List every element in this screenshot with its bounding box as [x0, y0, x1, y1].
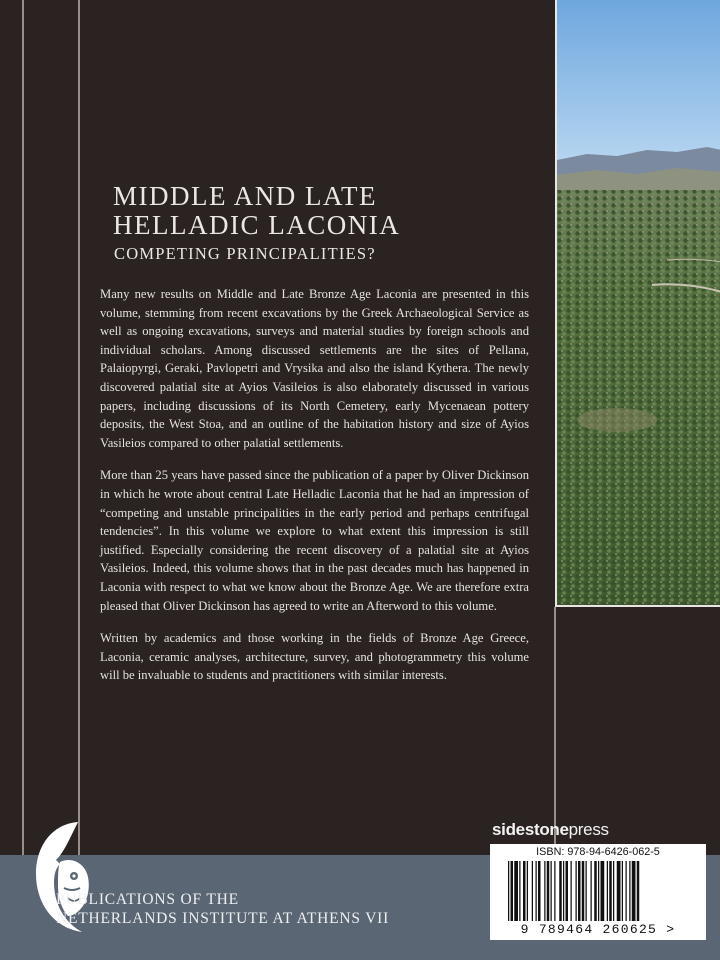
book-title-line1: MIDDLE AND LATE [113, 181, 377, 211]
book-title [113, 182, 543, 240]
series-title-line1: PUBLICATIONS OF THE [56, 891, 239, 908]
series-title [56, 890, 389, 928]
publisher-logo [492, 820, 609, 840]
series-title-line2: NETHERLANDS INSTITUTE AT ATHENS VII [56, 910, 390, 927]
isbn-barcode [490, 844, 706, 940]
isbn-label: ISBN: 978-94-6426-062-5 [536, 846, 660, 858]
landscape-photo [555, 0, 720, 607]
barcode-digits: 9 789464 260625 > [520, 922, 676, 937]
publisher-regular: press [568, 820, 609, 839]
blurb-paragraph: Many new results on Middle and Late Bronze Age Laconia are presented in this volume, stemming from recent excavations by the Greek Archaeological Service as well as ongoing excavations, surveys and material studies by foreign schools and individual scholars. Among discussed settlements are the sites of Pellana, Palaiopyrgi, Geraki, Pavlopetri and Vrysika and also the island Kythera. The newly discovered palatial site at Ayios Vasileios is also elaborately discussed in various papers, including discussions of its North Cemetery, early Mycenaean pottery deposits, the West Stoa, and an outline of the habitation history and size of Ayios Vasileios compared to other palatial settlements. [100, 287, 529, 450]
blurb-paragraph: More than 25 years have passed since the publication of a paper by Oliver Dickinson in which he wrote about central Late Helladic Laconia that he had an impression of “competing and unstable principalities in the early period and perhaps centrifugal tendencies”. In this volume we explore to what extent this impression is still justified. Especially considering the recent discovery of a palatial site at Ayios Vasileios. Indeed, this volume shows that in the past decades much has happened in Laconia with respect to what we know about the Bronze Age. We are therefore extra pleased that Oliver Dickinson has agreed to write an Afterword to this volume. [100, 468, 529, 613]
blurb-paragraph: Written by academics and those working in the fields of Bronze Age Greece, Laconia, ceramic analyses, architecture, survey, and photogrammetry this volume will be invaluable to students and practitioners with similar interests. [100, 631, 529, 683]
book-subtitle: COMPETING PRINCIPALITIES? [114, 244, 376, 263]
publisher-bold: sidestone [492, 820, 569, 839]
blurb [100, 285, 529, 699]
book-title-line2: HELLADIC LACONIA [113, 210, 401, 240]
